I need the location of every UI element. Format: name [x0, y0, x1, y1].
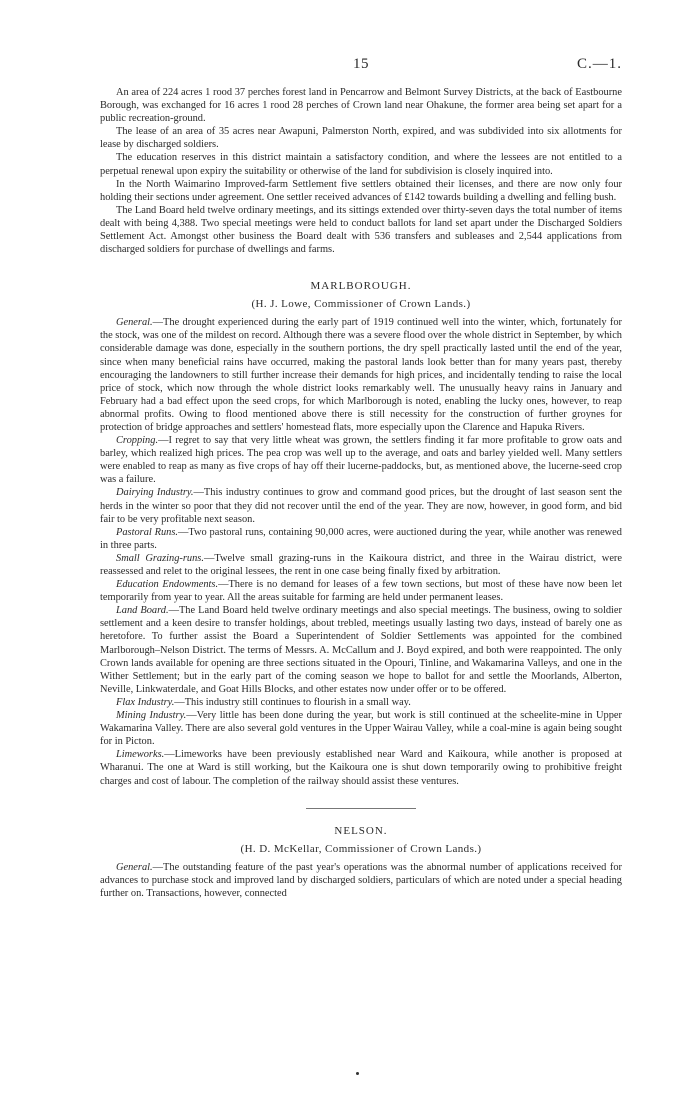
- paragraph-text: —The Land Board held twelve ordinary meetings and also special meetings. The business, owing to soldier settlement and a keen desire to transfer holdings, about trebled, meetings usually lasting two days, instead of barely one as heretofore. To further assist the Board a Superintendent of Soldier Settlements was appointed for the combined Marlborough–Nelson District. The terms of Messrs. A. McCallum and J. Boyd expired, and both were reappointed. The only Crown lands available for opening are three sections situated in the Opouri, Tinline, and Wakamarina Valleys, and one in the Wither Settlement; but in the early part of the coming season we hope to ballot for and settle the Moorlands, Alberton, Neville, Linkwaterdale, and Goat Hills Blocks, and other estates now under offer or to be offered.: [100, 605, 622, 695]
- paragraph-text: —This industry still continues to flourish in a small way.: [174, 696, 411, 708]
- paragraph-lead: General.: [116, 861, 153, 873]
- paragraph-text: —I regret to say that very little wheat was grown, the settlers finding it far more profitable to grow oats and barley, which realized high prices. The pea crop was well up to the average, and oats and barley yielded well. Many settlers were enabled to reap as many as five crops of hay off their lucerne-paddocks, but, as mentioned above, the lucerne-seed crop was a failure.: [100, 435, 622, 486]
- section-title: NELSON.: [334, 824, 388, 837]
- paragraph-lead: General.: [116, 317, 153, 329]
- paragraph: [100, 709, 622, 748]
- paragraph-text: —Limeworks have been previously established near Ward and Kaikoura, while another is proposed at Wharanui. The one at Ward is still working, but the Kaikoura one is shut down temporarily owing to prohibitive freight charges and cost of labour. The completion of the railway should assist these ventures.: [100, 749, 622, 787]
- paragraph: The lease of an area of 35 acres near Awapuni, Palmerston North, expired, and was subdivided into six allotments for lease by discharged soldiers.: [100, 126, 622, 151]
- section-divider: [306, 808, 416, 809]
- page-number: 15: [353, 56, 369, 72]
- nelson-section: [100, 825, 622, 900]
- paragraph-lead: Cropping.: [116, 435, 159, 447]
- paragraph: The education reserves in this district maintain a satisfactory condition, and where the lessees are not entitled to a perpetual renewal upon expiry the suitability or otherwise of the land for subdivision is closely inquired into.: [100, 152, 622, 177]
- commissioner-line: (H. D. McKellar, Commissioner of Crown Lands.): [240, 842, 482, 855]
- marlborough-section: [100, 280, 622, 787]
- paragraph-lead: Education Endowments.: [116, 579, 219, 591]
- paragraph-lead: Limeworks.: [116, 749, 165, 761]
- page-header: [100, 56, 622, 80]
- document-reference: C.—1.: [576, 56, 622, 72]
- paragraph-text: —Twelve small grazing-runs in the Kaikoura district, and three in the Wairau district, were reassessed and relet to the original lessees, the rent in one case being finally fixed by arbitration.: [100, 552, 622, 577]
- paragraph: [100, 486, 622, 525]
- paragraph-text: —Very little has been done during the year, but work is still continued at the scheelite-mine in Upper Wakamarina Valley. There are also several gold ventures in the Upper Wairau Valley, while a coal-mine is again being sought for in Picton.: [100, 710, 622, 748]
- paragraph: [100, 316, 622, 434]
- section-title: MARLBOROUGH.: [310, 280, 412, 293]
- paragraph-text: —The drought experienced during the early part of 1919 continued well into the winter, which, fortunately for the stock, was one of the mildest on record. Although there was a severe flood over the whole district in September, by which considerable damage was done, especially in the southern portions, the dry spell practically lasted until the end of the year, since when many beneficial rains have occurred, making the pastoral lands look better than for many years past, thereby encouraging the landowners to still further increase their demands for high prices, and incidentally tending to raise the local price of stock, which now through the whole district looks remarkably well. The unusually heavy rains in January and February had a bad effect upon the seed crops, for which Marlborough is noted, enabling the lucky ones, however, to reap abnormal profits. Owing to flood mentioned above there is still necessity for the construction of further groynes for protection of bridge approaches and settlers' homestead flats, more especially upon the Clarence and Hapuka Rivers.: [100, 317, 622, 433]
- paragraph: [100, 552, 622, 578]
- paragraph: The Land Board held twelve ordinary meetings, and its sittings extended over thirty-seven days the total number of items dealt with being 4,388. Two special meetings were held to conduct ballots for land set apart under the Discharged Soldiers Settlement Act. Amongst other business the Board dealt with 536 transfers and subleases and 2,544 applications from discharged soldiers for purchase of dwellings and farms.: [100, 204, 622, 256]
- paragraph: [100, 861, 622, 900]
- paragraph: In the North Waimarino Improved-farm Settlement five settlers obtained their licenses, and there are now only four holding their sections under agreement. One settler received advances of £142 towards building a dwelling and felling bush.: [100, 178, 622, 203]
- paragraph: [100, 604, 622, 696]
- paragraph: [100, 748, 622, 787]
- paragraph: [100, 696, 622, 709]
- paragraph: An area of 224 acres 1 rood 37 perches forest land in Pencarrow and Belmont Survey Districts, at the back of Eastbourne Borough, was exchanged for 16 acres 1 rood 28 perches of Crown land near Ohakune, the former area being set apart for a public recreation-ground.: [100, 87, 622, 125]
- paragraph-text: —Two pastoral runs, containing 90,000 acres, were auctioned during the year, while another was renewed in three parts.: [100, 526, 622, 551]
- paragraph: [100, 526, 622, 552]
- paragraph-text: —There is no demand for leases of a few town sections, but most of these have now been let temporarily from year to year. All the areas suitable for farming are held under permanent leases.: [100, 579, 622, 604]
- paragraph-lead: Dairying Industry.: [116, 487, 194, 499]
- page-mark: [356, 1072, 359, 1075]
- paragraph: [100, 578, 622, 604]
- paragraph-lead: Pastoral Runs.: [116, 526, 178, 538]
- paragraph-lead: Flax Industry.: [116, 696, 175, 708]
- paragraph-lead: Small Grazing-runs.: [116, 552, 204, 564]
- paragraph-lead: Mining Industry.: [116, 710, 187, 722]
- paragraph-text: —The outstanding feature of the past year's operations was the abnormal number of applications received for advances to purchase stock and improved land by discharged soldiers, particulars of which are noted under a special heading further on. Transactions, however, connected: [100, 861, 622, 899]
- commissioner-line: (H. J. Lowe, Commissioner of Crown Lands.): [251, 298, 471, 311]
- paragraph: [100, 434, 622, 486]
- paragraph-text: —This industry continues to grow and command good prices, but the drought of last season sent the herds in the winter so poor that they did not recover until the end of the year. They are now, however, in good form, and bid fair to be very profitable next season.: [100, 487, 622, 525]
- intro-section: [100, 86, 622, 256]
- paragraph-lead: Land Board.: [116, 605, 169, 617]
